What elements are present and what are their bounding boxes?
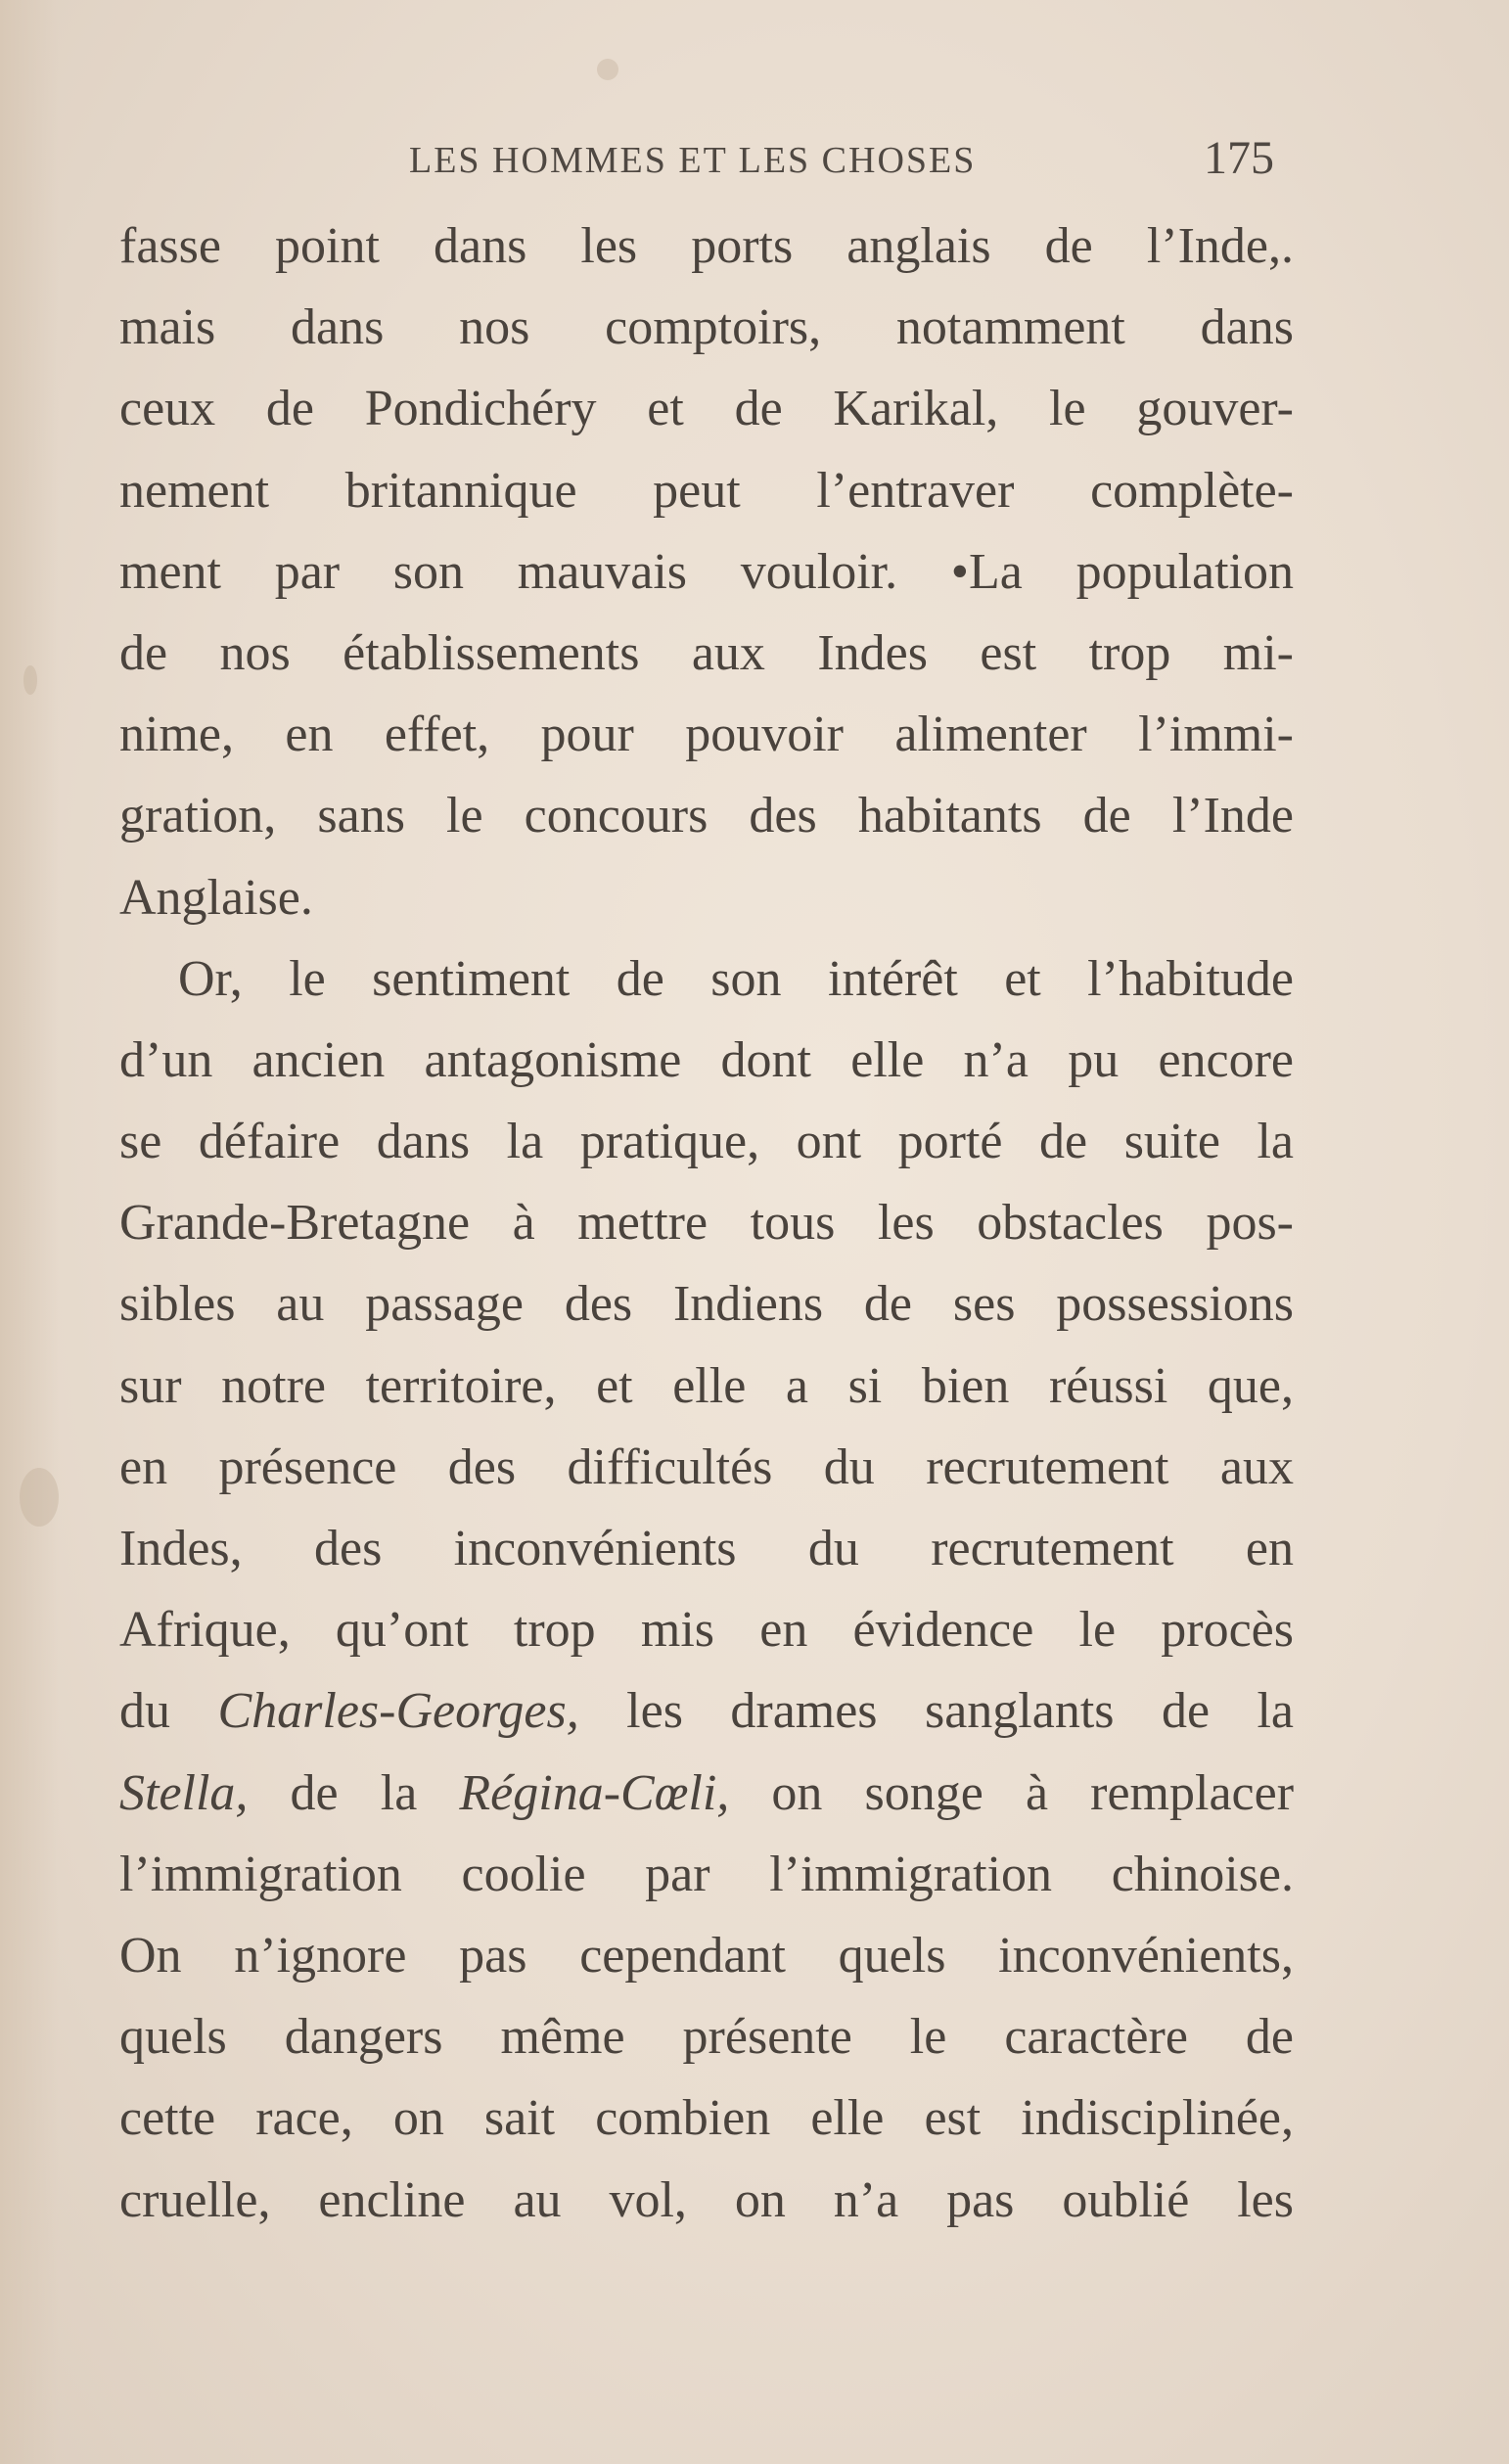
ship-name: Charles-Georges, — [217, 1683, 579, 1740]
text-line: de nos établissements aux Indes est trop mi- — [119, 624, 1294, 681]
text-line: cruelle, encline au vol, on n’a pas oublié les — [119, 2171, 1294, 2228]
page-header — [0, 132, 1509, 194]
text-line: se défaire dans la pratique, ont porté de suite la — [119, 1114, 1294, 1170]
text-segment: les drames sanglants de la — [578, 1683, 1295, 1740]
text-line: cette race, on sait combien elle est indisciplinée, — [119, 2090, 1294, 2147]
page-edge-shading — [0, 0, 59, 2464]
ship-name: Régina-Cœli, — [459, 1764, 730, 1821]
ship-name: Stella, — [119, 1764, 249, 1821]
body-text — [119, 205, 1294, 2241]
text-line: mais dans nos comptoirs, notamment dans — [119, 299, 1294, 356]
text-line: nime, en effet, pour pouvoir alimenter l’immi- — [119, 707, 1294, 763]
running-title: LES HOMMES ET LES CHOSES — [409, 140, 977, 181]
page-number: 175 — [1204, 132, 1274, 184]
text-line: Or, le sentiment de son intérêt et l’habitude — [178, 950, 1294, 1007]
text-line: quels dangers même présente le caractère de — [119, 2009, 1294, 2066]
text-line: Indes, des inconvénients du recrutement en — [119, 1521, 1294, 1576]
text-line: On n’ignore pas cependant quels inconvénients, — [119, 1927, 1294, 1984]
foxing-spot — [23, 665, 37, 695]
text-line: ment par son mauvais vouloir. •La population — [119, 543, 1294, 600]
text-line — [119, 1670, 1294, 1752]
text-line: d’un ancien antagonisme dont elle n’a pu encore — [119, 1031, 1294, 1088]
text-segment: du — [119, 1683, 218, 1740]
text-segment: de la — [248, 1764, 460, 1821]
text-line: Grande-Bretagne à mettre tous les obstacles pos- — [119, 1195, 1294, 1252]
text-line: l’immigration coolie par l’immigration chinoise. — [119, 1846, 1294, 1902]
text-line: fasse point dans les ports anglais de l’Inde,. — [119, 218, 1294, 274]
text-line: Afrique, qu’ont trop mis en évidence le procès — [119, 1602, 1294, 1659]
text-line: ceux de Pondichéry et de Karikal, le gouver- — [119, 381, 1294, 437]
foxing-spot — [597, 59, 618, 80]
text-line: sibles au passage des Indiens de ses possessions — [119, 1276, 1294, 1333]
text-line: en présence des difficultés du recrutement aux — [119, 1438, 1294, 1495]
text-line: nement britannique peut l’entraver complète- — [119, 462, 1294, 519]
text-line — [119, 1753, 1294, 1834]
text-segment: on songe à remplacer — [729, 1764, 1295, 1821]
foxing-spot — [20, 1468, 59, 1527]
text-line: sur notre territoire, et elle a si bien réussi que, — [119, 1357, 1294, 1414]
text-line: Anglaise. — [119, 869, 313, 926]
text-line: gration, sans le concours des habitants de l’Inde — [119, 788, 1294, 844]
